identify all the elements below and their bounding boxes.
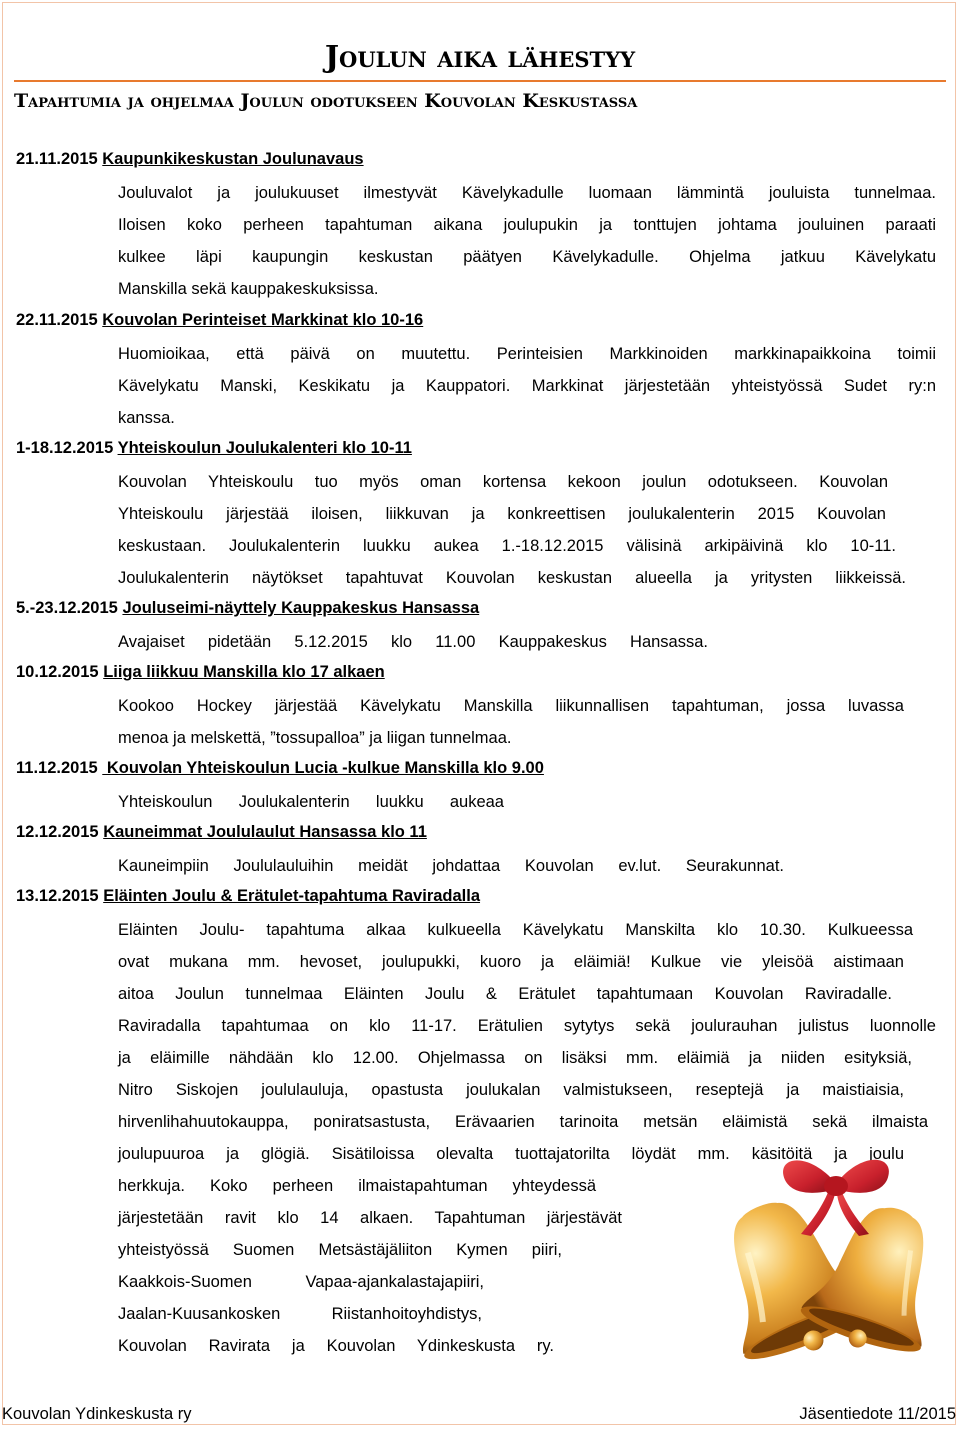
description-line: kanssa.	[118, 409, 175, 427]
event-name: Kouvolan Perinteiset Markkinat klo 10-16	[102, 311, 424, 329]
description-line: hirvenlihahuutokauppa, poniratsastusta, Erävaarien tarinoita metsän eläimistä sekä ilmaista	[118, 1113, 928, 1131]
description-line: Jouluvalot ja joulukuuset ilmestyvät Kävelykadulle luomaan lämmintä jouluista tunnelmaa.	[118, 184, 936, 202]
event-name: Eläinten Joulu & Erätulet-tapahtuma Raviradalla	[103, 887, 481, 905]
description-line: Yhteiskoulu järjestää iloisen, liikkuvan ja konkreettisen joulukalenterin 2015 Kouvolan	[118, 505, 886, 523]
event-name: Liiga liikkuu Manskilla klo 17 alkaen	[103, 663, 385, 681]
event-name: Kauneimmat Joululaulut Hansassa klo 11	[103, 823, 427, 841]
description-line: Kauneimpiin Joululauluihin meidät johdattaa Kouvolan ev.lut. Seurakunnat.	[118, 857, 784, 875]
event-heading	[16, 439, 412, 458]
event-date: 21.11.2015	[16, 150, 98, 168]
description-line: joulupuuroa ja glögiä. Sisätiloissa olevalta tuottajatorilta löydät mm. käsitöitä ja joulu	[118, 1145, 904, 1163]
event-heading	[16, 759, 544, 778]
event-date: 22.11.2015	[16, 311, 98, 329]
event-heading	[16, 823, 427, 842]
description-line: herkkuja. Koko perheen ilmaistapahtuman yhteydessä	[118, 1177, 596, 1195]
event-name: Kouvolan Yhteiskoulun Lucia -kulkue Manskilla klo 9.00	[102, 759, 544, 777]
event-description	[118, 695, 936, 759]
description-line: järjestetään ravit klo 14 alkaen. Tapahtuman järjestävät	[118, 1209, 622, 1227]
description-line: Manskilla sekä kauppakeskuksissa.	[118, 280, 379, 298]
event-description	[118, 182, 936, 310]
page-subtitle: Tapahtumia ja ohjelmaa Joulun odotukseen Kouvolan Keskustassa	[14, 90, 638, 112]
description-line: Avajaiset pidetään 5.12.2015 klo 11.00 Kauppakeskus Hansassa.	[118, 633, 708, 651]
event-name: Yhteiskoulun Joulukalenteri klo 10-11	[117, 439, 412, 457]
event-heading	[16, 311, 423, 330]
description-line: Eläinten Joulu- tapahtuma alkaa kulkueella Kävelykatu Manskilta klo 10.30. Kulkueessa	[118, 921, 913, 939]
description-line: Yhteiskoulun Joulukalenterin luukku aukeaa	[118, 793, 504, 811]
event-name: Jouluseimi-näyttely Kauppakeskus Hansassa	[122, 599, 480, 617]
description-line: aitoa Joulun tunnelmaa Eläinten Joulu & Erätulet tapahtumaan Kouvolan Raviradalle.	[118, 985, 892, 1003]
footer-issue: Jäsentiedote 11/2015	[799, 1405, 956, 1423]
christmas-bells-illustration	[705, 1150, 955, 1390]
description-line: Iloisen koko perheen tapahtuman aikana joulupukin ja tonttujen johtama jouluinen paraati	[118, 216, 936, 234]
description-line: ja eläimille nähdään klo 12.00. Ohjelmassa on lisäksi mm. eläimiä ja niiden esityksiä,	[118, 1049, 912, 1067]
description-line: Jaalan-Kuusankosken Riistanhoitoyhdistys,	[118, 1305, 482, 1323]
description-line: Nitro Siskojen joululauluja, opastusta joulukalan valmistukseen, reseptejä ja maistiaisia,	[118, 1081, 904, 1099]
event-description	[118, 471, 936, 599]
description-line: Kookoo Hockey järjestää Kävelykatu Manskilla liikunnallisen tapahtuman, jossa luvassa	[118, 697, 904, 715]
description-line: Joulukalenterin näytökset tapahtuvat Kouvolan keskustan alueella ja yritysten liikkeissä.	[118, 569, 906, 587]
description-line: menoa ja melskettä, ”tossupalloa” ja liigan tunnelmaa.	[118, 729, 512, 747]
description-line: Kävelykatu Manski, Keskikatu ja Kauppatori. Markkinat järjestetään yhteistyössä Sudet ry:n	[118, 377, 936, 395]
event-heading	[16, 150, 364, 169]
title-divider	[14, 80, 946, 82]
event-description	[118, 791, 936, 823]
event-heading	[16, 887, 480, 906]
event-date: 13.12.2015	[16, 887, 99, 905]
event-description	[118, 855, 936, 887]
event-date: 10.12.2015	[16, 663, 99, 681]
description-line: ovat mukana mm. hevoset, joulupukki, kuoro ja eläimiä! Kulkue vie yleisöä aistimaan	[118, 953, 904, 971]
description-line: yhteistyössä Suomen Metsästäjäliiton Kymen piiri,	[118, 1241, 562, 1259]
description-line: Kouvolan Ravirata ja Kouvolan Ydinkeskusta ry.	[118, 1337, 554, 1355]
description-line: Raviradalla tapahtumaa on klo 11-17. Erätulien sytytys sekä joulurauhan julistus luonnolle	[118, 1017, 936, 1035]
event-description	[118, 631, 936, 663]
footer-organization: Kouvolan Ydinkeskusta ry	[2, 1405, 192, 1423]
event-date: 11.12.2015	[16, 759, 98, 777]
description-line: kulkee läpi kaupungin keskustan päätyen Kävelykadulle. Ohjelma jatkuu Kävelykatu	[118, 248, 936, 266]
event-date: 1-18.12.2015	[16, 439, 114, 457]
page-title: Joulun aika lähestyy	[324, 40, 636, 75]
description-line: Kaakkois-Suomen Vapaa-ajankalastajapiiri,	[118, 1273, 484, 1291]
event-date: 12.12.2015	[16, 823, 99, 841]
event-date: 5.-23.12.2015	[16, 599, 118, 617]
event-name: Kaupunkikeskustan Joulunavaus	[102, 150, 364, 168]
description-line: Kouvolan Yhteiskoulu tuo myös oman kortensa kekoon joulun odotukseen. Kouvolan	[118, 473, 888, 491]
event-heading	[16, 663, 385, 682]
description-line: Huomioikaa, että päivä on muutettu. Perinteisien Markkinoiden markkinapaikkoina toimii	[118, 345, 936, 363]
event-heading	[16, 599, 479, 618]
description-line: keskustaan. Joulukalenterin luukku aukea 1.-18.12.2015 välisinä arkipäivinä klo 10-11.	[118, 537, 896, 555]
event-description	[118, 343, 936, 439]
